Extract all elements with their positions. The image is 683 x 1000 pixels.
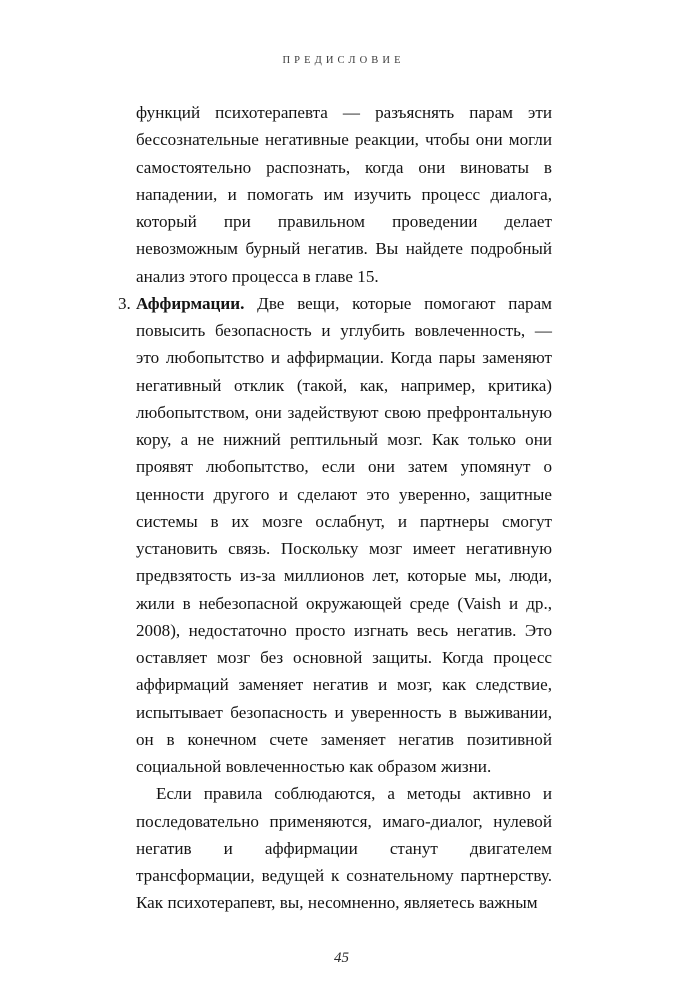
paragraph-final: Если правила соблюдаются, а методы активно и последовательно применяются, имаго-диалог, нулевой негатив и аффирмации станут двигателем трансформации, ведущей к сознательному партнерству. Как психотерапевт, вы, несомненно, являетесь важным — [136, 784, 552, 913]
list-item-lead-bold: Аффирмации. — [136, 293, 245, 313]
running-header: ПРЕДИСЛОВИЕ — [282, 55, 405, 66]
paragraph-continued: функций психотерапевта — разъяснять парам эти бессознательные негативные реакции, чтобы они могли самостоятельно распознать, когда они виноваты в нападении, и помогать им изучить процесс диалога, который при правильном проведении делает невозможным бурный негатив. Вы найдете подробный анализ этого процесса в главе 15. — [136, 103, 552, 286]
page-number: 45 — [334, 950, 349, 966]
list-item-marker: 3. — [118, 293, 131, 313]
numbered-list-item-3 — [118, 290, 552, 781]
list-item-text: Две вещи, которые помогают парам повысить безопасность и углубить вовлеченность, — это любопытство и аффирмации. Когда пары заменяют негативный отклик (такой, как, например, критика) любопытством, они задействуют свою префронтальную кору, а не нижний рептильный мозг. Как только они проявят любопытство, если они затем упомянут о ценности другого и сделают это уверенно, защитные системы в их мозге ослабнут, и партнеры смогут установить связь. Поскольку мозг имеет негативную предвзятость из-за миллионов лет, которые мы, люди, жили в небезопасной окружающей среде (Vaish и др., 2008), недостаточно просто изгнать весь негатив. Это оставляет мозг без основной защиты. Когда процесс аффирмаций заменяет негатив и мозг, как следствие, испытывает безопасность и уверенность в выживании, он в конечном счете заменяет негатив позитивной социальной вовлеченностью как образом жизни. — [136, 293, 552, 776]
text-block — [118, 99, 552, 917]
